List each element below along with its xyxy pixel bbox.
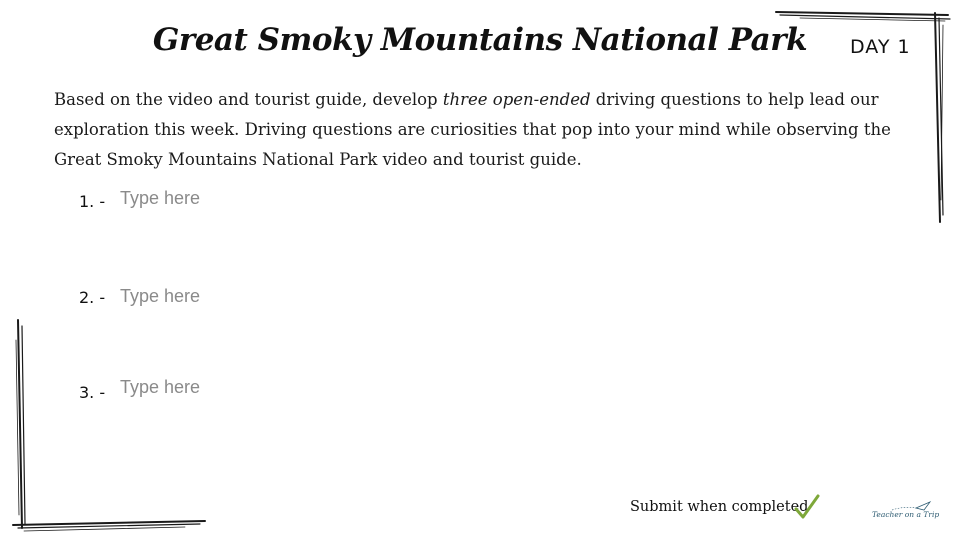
page-title: Great Smoky Mountains National Park (152, 22, 808, 58)
question-1-input[interactable] (120, 188, 540, 209)
submit-label: Submit when completed (630, 499, 809, 515)
question-2-input[interactable] (120, 286, 540, 307)
instructions-emphasis: three open-ended (442, 90, 591, 109)
day-label: DAY 1 (850, 36, 911, 58)
logo (872, 500, 942, 524)
question-2-number: 2. - (79, 288, 106, 307)
instructions-text (54, 85, 904, 175)
question-1-number: 1. - (79, 192, 106, 211)
logo-text: Teacher on a Trip (872, 510, 940, 519)
question-3-number: 3. - (79, 383, 106, 402)
question-3-input[interactable] (120, 377, 540, 398)
instructions-part2: driving questions to help lead our exploration this week. Driving questions are curiosities that pop into your mind while observing the Great Smoky Mountains National Park video and tourist guide. (54, 90, 891, 169)
checkmark-icon[interactable] (794, 493, 820, 521)
instructions-part1: Based on the video and tourist guide, develop (54, 90, 443, 109)
